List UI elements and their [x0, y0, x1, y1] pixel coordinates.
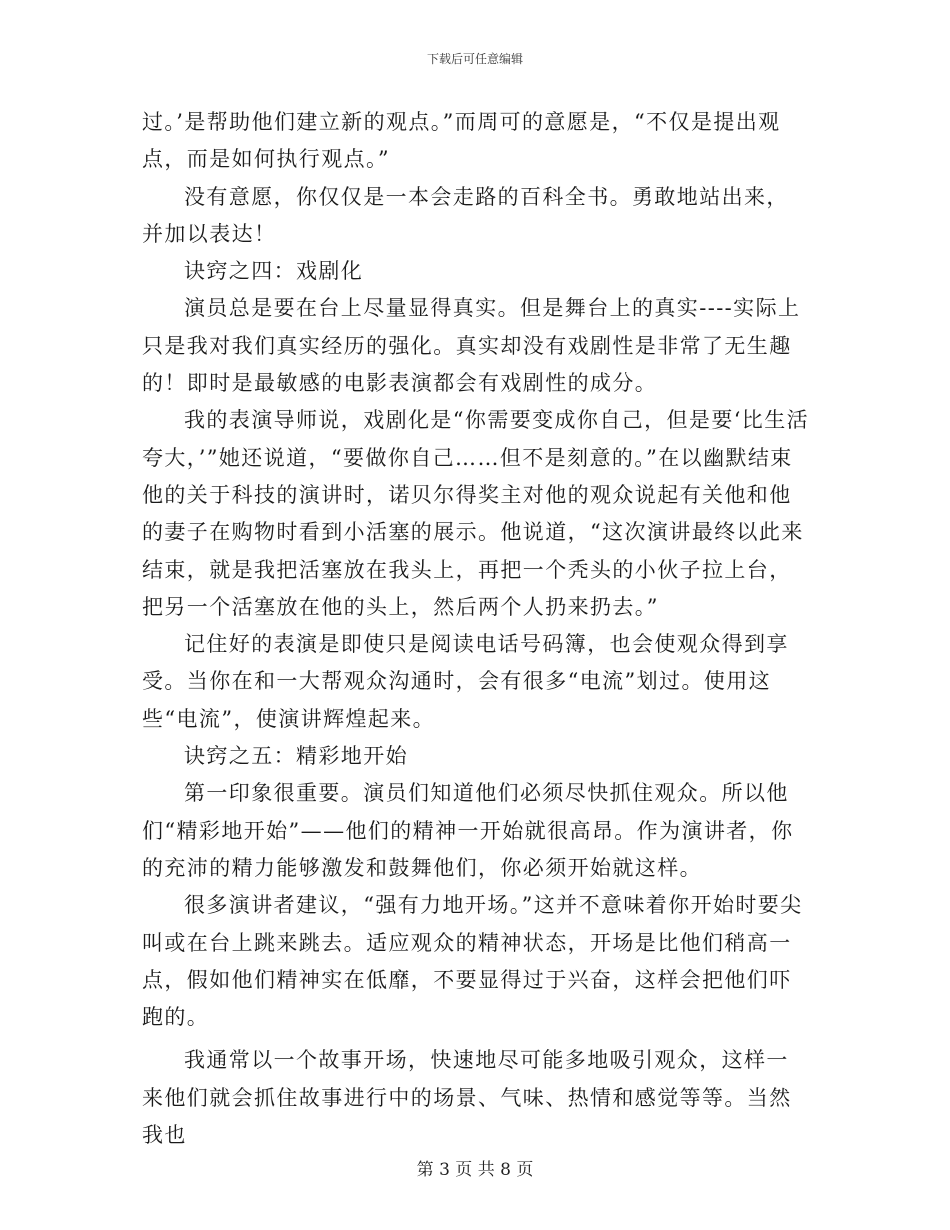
paragraph: 我的表演导师说，戏剧化是“你需要变成你自己，但是要‘比生活夸大，’”她还说道，“要做你自己……但不是刻意的。”在以幽默结束他的关于科技的演讲时，诺贝尔得奖主对他的观众说起有关他和他的妻子在购物时看到小活塞的展示。他说道，“这次演讲最终以此来结束，就是我把活塞放在我头上，再把一个秃头的小伙子拉上台，把另一个活塞放在他的头上，然后两个人扔来扔去。”: [142, 408, 810, 619]
paragraph: 没有意愿，你仅仅是一本会走路的百科全书。勇敢地站出来，并加以表达！: [142, 184, 789, 246]
paragraph-continuation: 过。’是帮助他们建立新的观点。”而周可的意愿是，“不仅是提出观点，而是如何执行观点。”: [142, 110, 781, 172]
paragraph: 很多演讲者建议，“强有力地开场。”这并不意味着你开始时要尖叫或在台上跳来跳去。适应观众的精神状态，开场是比他们稍高一点，假如他们精神实在低靡，不要显得过于兴奋，这样会把他们吓跑的。: [142, 893, 803, 1030]
section-heading-5: 诀窍之五：精彩地开始: [184, 744, 408, 769]
paragraph: 我通常以一个故事开场，快速地尽可能多地吸引观众，这样一来他们就会抓住故事进行中的场景、气味、热情和感觉等等。当然我也: [142, 1048, 792, 1148]
document-body: [142, 104, 810, 1154]
paragraph: 记住好的表演是即使只是阅读电话号码簿，也会使观众得到享受。当你在和一大帮观众沟通时，会有很多“电流”划过。使用这些“电流”，使演讲辉煌起来。: [142, 632, 789, 731]
page-footer: 第 3 页 共 8 页: [416, 1160, 534, 1180]
paragraph: 演员总是要在台上尽量显得真实。但是舞台上的真实----实际上只是我对我们真实经历的强化。真实却没有戏剧性是非常了无生趣的！即时是最敏感的电影表演都会有戏剧性的成分。: [142, 296, 801, 396]
page-header: 下载后可任意编辑: [426, 52, 523, 66]
section-heading-4: 诀窍之四：戏剧化: [184, 259, 364, 284]
paragraph: 第一印象很重要。演员们知道他们必须尽快抓住观众。所以他们“精彩地开始”——他们的精神一开始就很高昂。作为演讲者，你的充沛的精力能够激发和鼓舞他们，你必须开始就这样。: [142, 781, 794, 880]
